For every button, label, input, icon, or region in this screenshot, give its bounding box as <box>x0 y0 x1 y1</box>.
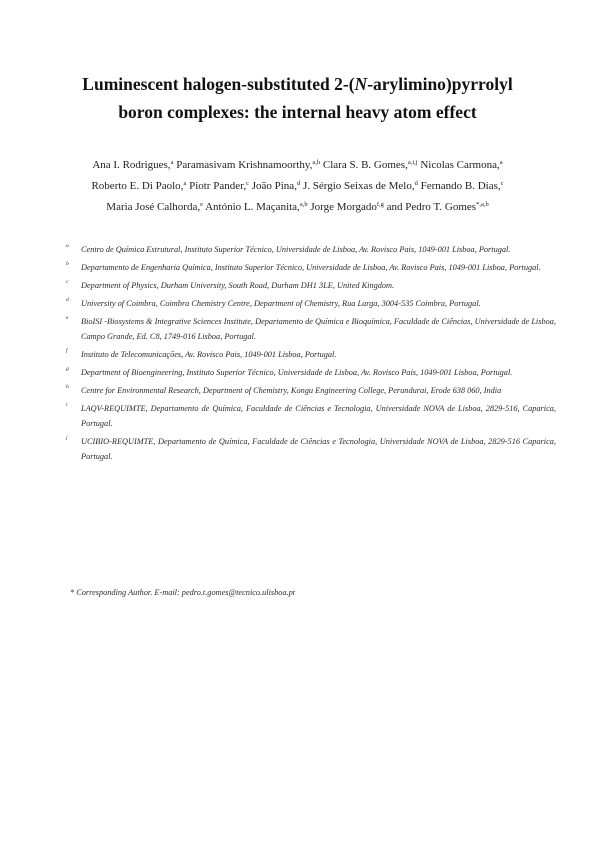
title-text-end: -arylimino)pyrrolyl <box>367 74 513 94</box>
affiliation-mark: e <box>66 315 69 321</box>
author-affiliation-mark: c <box>246 180 249 187</box>
affiliation-mark: c <box>66 279 69 285</box>
author-name: and Pedro T. Gomes <box>383 201 477 213</box>
author-affiliation-mark: a <box>183 180 187 187</box>
affiliation-text: Department of Bioengineering, Instituto Superior Técnico, Universidade de Lisboa, Av. Rovisco Pais, 1049-001 Lisboa, Portugal. <box>81 368 513 377</box>
author-name: Maria José Calhorda, <box>106 201 201 213</box>
affiliation-text: LAQV-REQUIMTE, Departamento de Química, Faculdade de Ciências e Tecnologia, Universidade NOVA de Lisboa, 2829-516, Caparica, Portugal. <box>81 404 556 428</box>
corresponding-text: Corresponding Author. E-mail: pedro.t.gomes@tecnico.ulisboa.pt <box>76 588 296 597</box>
affiliation-text: BioISI -Biosystems & Integrative Sciences Institute, Departamento de Química e Bioquímica, Faculdade de Ciências, Universidade de Lisboa, Campo Grande, Ed. C8, 1749-016 Lisboa, Portugal. <box>81 317 556 341</box>
author-name: Paramasivam Krishnamoorthy, <box>173 159 313 171</box>
author-affiliation-mark: *,a,b <box>476 201 489 208</box>
author-affiliation-mark: f,g <box>376 201 384 208</box>
affiliation-item <box>66 242 556 257</box>
author-name: Ana I. Rodrigues, <box>92 159 171 171</box>
author-name: Clara S. B. Gomes, <box>320 159 408 171</box>
paper-title <box>40 70 555 126</box>
author-affiliation-mark: d <box>414 180 418 187</box>
author-name: António L. Maçanita, <box>202 201 300 213</box>
author-name: Piotr Pander, <box>186 180 247 192</box>
affiliation-list <box>66 242 556 467</box>
affiliation-item <box>66 365 556 380</box>
affiliation-item <box>66 383 556 398</box>
affiliation-item <box>66 347 556 362</box>
affiliation-text: Department of Physics, Durham University, South Road, Durham DH1 3LE, United Kingdom. <box>81 281 395 290</box>
title-italic-n: N <box>354 74 368 94</box>
title-text-start: Luminescent halogen-substituted 2-( <box>82 74 355 94</box>
author-line <box>30 155 565 176</box>
affiliation-item <box>66 278 556 293</box>
author-line <box>30 176 565 197</box>
affiliation-mark: f <box>66 348 68 354</box>
affiliation-text: UCIBIO-REQUIMTE, Departamento de Química, Faculdade de Ciências e Tecnologia, Universidade NOVA de Lisboa, 2829-516 Caparica, Portugal. <box>81 437 556 461</box>
author-affiliation-mark: a,i,j <box>407 159 418 166</box>
title-line-2: boron complexes: the internal heavy atom effect <box>118 102 477 122</box>
affiliation-item <box>66 314 556 344</box>
affiliation-item <box>66 296 556 311</box>
affiliation-mark: b <box>66 261 69 267</box>
author-affiliation-mark: a <box>170 159 174 166</box>
affiliation-mark: j <box>66 435 68 441</box>
author-affiliation-mark: a <box>499 159 503 166</box>
author-name: J. Sérgio Seixas de Melo, <box>300 180 415 192</box>
affiliation-text: University of Coimbra, Coimbra Chemistry Centre, Department of Chemistry, Rua Larga, 3004-535 Coimbra, Portugal. <box>81 299 481 308</box>
author-name: Jorge Morgado <box>307 201 377 213</box>
affiliation-text: Instituto de Telecomunicações, Av. Rovisco Pais, 1049-001 Lisboa, Portugal. <box>81 350 337 359</box>
affiliation-item <box>66 434 556 464</box>
author-line <box>30 197 565 218</box>
affiliation-text: Centro de Química Estrutural, Instituto Superior Técnico, Universidade de Lisboa, Av. Rovisco Pais, 1049-001 Lisboa, Portugal. <box>81 245 511 254</box>
affiliation-mark: i <box>66 402 68 408</box>
affiliation-item <box>66 260 556 275</box>
author-name: Nicolas Carmona, <box>417 159 500 171</box>
affiliation-mark: h <box>66 384 69 390</box>
author-affiliation-mark: e <box>200 201 203 208</box>
author-affiliation-mark: a,h <box>312 159 321 166</box>
corresponding-author-note <box>70 588 295 597</box>
author-affiliation-mark: c <box>500 180 504 187</box>
author-name: Fernando B. Dias, <box>417 180 501 192</box>
affiliation-text: Departamento de Engenharia Química, Instituto Superior Técnico, Universidade de Lisboa, Av. Rovisco Pais, 1049-001 Lisboa, Portugal. <box>81 263 541 272</box>
corresponding-mark: * <box>70 588 75 597</box>
author-affiliation-mark: d <box>296 180 301 187</box>
affiliation-mark: a <box>66 243 69 249</box>
affiliation-mark: g <box>66 366 69 372</box>
author-name: Roberto E. Di Paolo, <box>91 180 184 192</box>
affiliation-item <box>66 401 556 431</box>
affiliation-text: Centre for Environmental Research, Department of Chemistry, Kongu Engineering College, Perundurai, Erode 638 060, India <box>81 386 502 395</box>
author-affiliation-mark: a,b <box>299 201 308 208</box>
author-list <box>30 155 565 218</box>
title-line-1 <box>40 70 555 98</box>
author-name: João Pina, <box>248 180 297 192</box>
affiliation-mark: d <box>66 297 69 303</box>
